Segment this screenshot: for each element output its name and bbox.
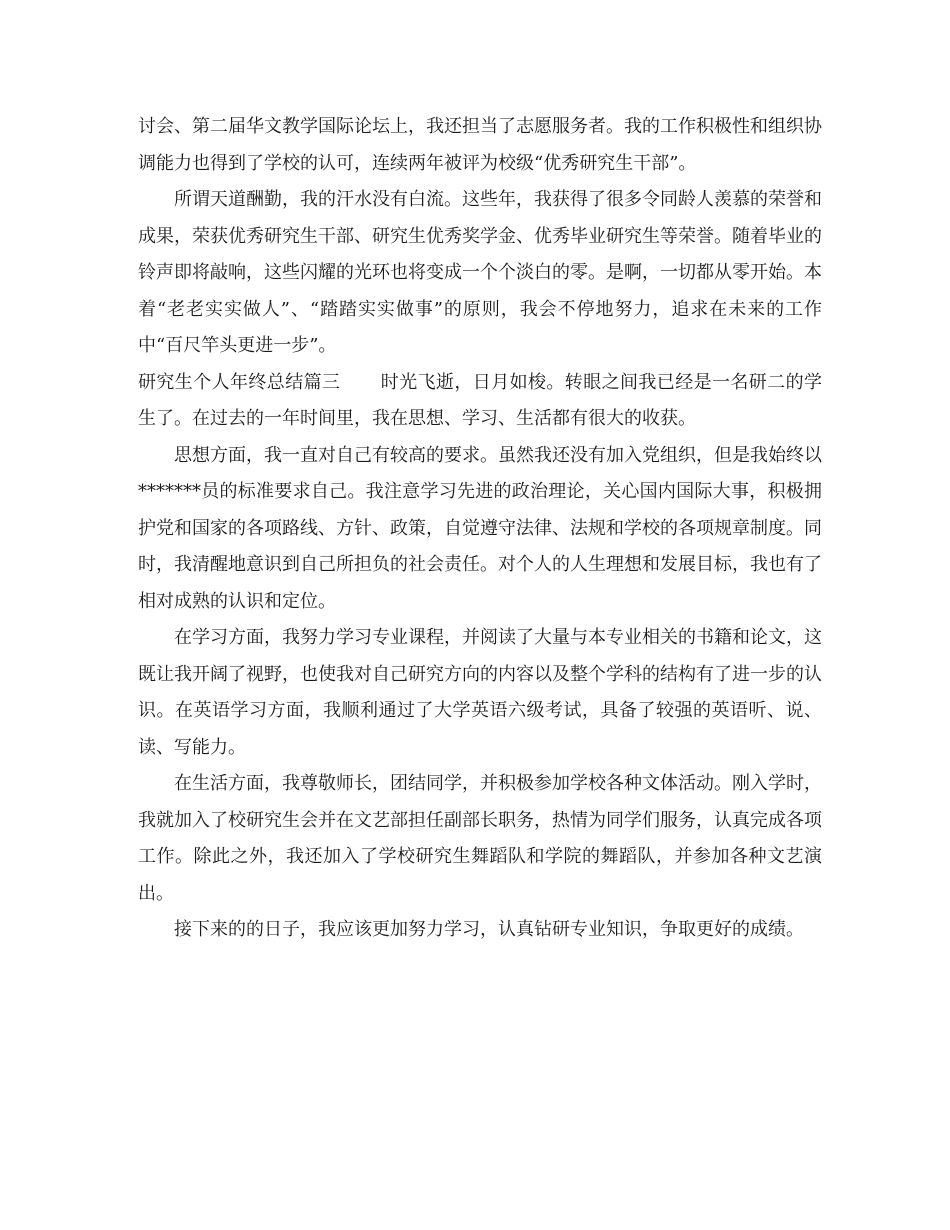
paragraph-continued: 讨会、第二届华文教学国际论坛上，我还担当了志愿服务者。我的工作积极性和组织协调能力也得到了学校的认可，连续两年被评为校级“优秀研究生干部”。 xyxy=(138,116,822,174)
section-heading-line xyxy=(138,365,822,438)
paragraph-study: 在学习方面，我努力学习专业课程，并阅读了大量与本专业相关的书籍和论文，这既让我开阔了视野，也使我对自己研究方向的内容以及整个学科的结构有了进一步的认识。在英语学习方面，我顺利通过了大学英语六级考试，具备了较强的英语听、说、读、写能力。 xyxy=(138,627,822,758)
paragraph-closing: 接下来的的日子，我应该更加努力学习，认真钻研专业知识，争取更好的成绩。 xyxy=(174,919,804,940)
paragraph-thought: 思想方面，我一直对自己有较高的要求。虽然我还没有加入党组织，但是我始终以*******员的标准要求自己。我注意学习先进的政治理论，关心国内国际大事，积极拥护党和国家的各项路线、方针、政策，自觉遵守法律、法规和学校的各项规章制度。同时，我清醒地意识到自己所担负的社会责任。对个人的人生理想和发展目标，我也有了相对成熟的认识和定位。 xyxy=(138,444,822,612)
paragraph-achievements: 所谓天道酬勤，我的汗水没有白流。这些年，我获得了很多令同龄人羡慕的荣誉和成果，荣获优秀研究生干部、研究生优秀奖学金、优秀毕业研究生等荣誉。随着毕业的铃声即将敲响，这些闪耀的光环也将变成一个个淡白的零。是啊，一切都从零开始。本着“老老实实做人”、“踏踏实实做事”的原则，我会不停地努力，追求在未来的工作中“百尺竿头更进一步”。 xyxy=(138,189,822,356)
paragraph-life: 在生活方面，我尊敬师长，团结同学，并积极参加学校各种文体活动。刚入学时，我就加入了校研究生会并在文艺部担任副部长职务，热情为同学们服务，认真完成各项工作。除此之外，我还加入了学校研究生舞蹈队和学院的舞蹈队，并参加各种文艺演出。 xyxy=(138,773,822,904)
document-body xyxy=(138,109,822,949)
section-heading: 研究生个人年终总结篇三 xyxy=(138,371,341,393)
section-intro: 时光飞逝，日月如梭。转眼之间我已经是一名研二的学生了。在过去的一年时间里，我在思想、学习、生活都有很大的收获。 xyxy=(138,371,823,429)
